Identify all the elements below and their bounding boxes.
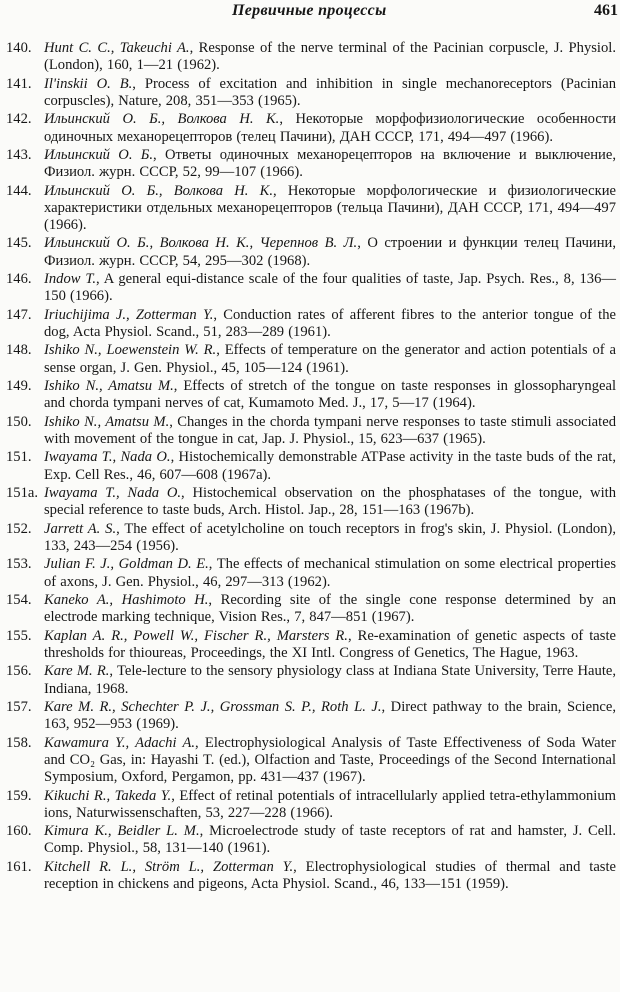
reference-authors: Ishiko N., Amatsu M.: [44, 413, 170, 430]
reference-authors: Iriuchijima J., Zotterman Y.: [44, 306, 214, 323]
reference-authors: Kaneko A., Hashimoto H.: [44, 592, 209, 609]
reference-text: , Ответы одиночных механорецепторов на включение и выключение, Физиол. журн. СССР, 52, 99—107 (1966).: [44, 146, 616, 181]
reference-authors: Ильинский О. Б., Волкова Н. К.: [44, 111, 280, 128]
reference-number: 148.: [6, 342, 32, 359]
reference-number: 155.: [6, 627, 32, 644]
reference-number: 145.: [6, 235, 32, 252]
reference-authors: Ishiko N., Amatsu M.: [44, 378, 174, 395]
reference-entry: [6, 414, 616, 448]
reference-list: [6, 40, 616, 895]
reference-number: 142.: [6, 111, 32, 128]
reference-number: 147.: [6, 306, 32, 323]
page-number: 461: [594, 2, 618, 19]
reference-authors: Il'inskii O. B.: [44, 75, 133, 92]
reference-number: 151.: [6, 449, 32, 466]
reference-number: 158.: [6, 734, 32, 751]
reference-entry: [6, 40, 616, 74]
reference-text: , Re-examination of genetic aspects of taste thresholds for thioureas, Proceedings, the XI Intl. Congress of Genetics, The Hague, 1963.: [44, 627, 616, 661]
reference-entry: [6, 628, 616, 662]
reference-number: 146.: [6, 271, 32, 288]
reference-entry: [6, 378, 616, 412]
reference-entry: [6, 271, 616, 305]
reference-text: , Microelectrode study of taste receptors of rat and hamster, J. Cell. Comp. Physiol., 58, 131—140 (1961).: [44, 823, 616, 857]
reference-text: , Conduction rates of afferent fibres to the anterior tongue of the dog, Acta Physiol. Scand., 51, 283—289 (1961).: [44, 306, 617, 340]
reference-text: , A general equi-distance scale of the four qualities of taste, Jap. Psych. Res., 8, 136—150 (1966).: [44, 271, 616, 305]
reference-number: 141.: [6, 75, 32, 92]
reference-entry: [6, 735, 616, 787]
reference-entry: [6, 342, 616, 376]
reference-text: , Direct pathway to the brain, Science, 163, 952—953 (1969).: [44, 699, 616, 733]
reference-entry: [6, 788, 616, 822]
reference-text: , The effect of acetylcholine on touch receptors in frog's skin, J. Physiol. (London), 133, 243—254 (1956).: [44, 520, 616, 554]
reference-entry: [6, 147, 616, 181]
reference-entry: [6, 556, 616, 590]
reference-number: 152.: [6, 520, 32, 537]
reference-authors: Julian F. J., Goldman D. E.: [44, 556, 209, 573]
reference-authors: Kitchell R. L., Ström L., Zotterman Y.: [44, 858, 294, 875]
reference-text: , Effects of temperature on the generator and action potentials of a sense organ, J. Gen. Physiol., 45, 105—124 (1961).: [44, 342, 616, 376]
reference-number: 157.: [6, 699, 32, 716]
reference-entry: [6, 485, 616, 519]
reference-text: , Некоторые морфофизиологические особенности одиночных механорецепторов (телец Пачини), ДАН СССР, 171, 494—497 (1966).: [44, 111, 617, 145]
reference-number: 161.: [6, 858, 32, 875]
reference-number: 153.: [6, 556, 32, 573]
reference-text: , Response of the nerve terminal of the Pacinian corpuscle, J. Physiol. (London), 160, 1—21 (1962).: [44, 40, 616, 74]
reference-text: , The effects of mechanical stimulation on some electrical properties of axons, J. Gen. Physiol., 46, 297—313 (1962).: [44, 556, 616, 590]
reference-entry: [6, 307, 616, 341]
reference-text: , Changes in the chorda tympani nerve responses to taste stimuli associated with movement of the tongue in cat, Jap. J. Physiol., 15, 623—637 (1965).: [44, 413, 616, 447]
reference-authors: Kimura K., Beidler L. M.: [44, 823, 200, 840]
reference-text: , Effects of stretch of the tongue on taste responses in glossopharyngeal and chorda tympani nerves of cat, Kumamoto Med. J., 17, 5—17 (1964).: [44, 378, 616, 412]
reference-number: 150.: [6, 413, 32, 430]
reference-text: , Histochemically demonstrable ATPase activity in the taste buds of the rat, Exp. Cell Res., 46, 607—608 (1967a).: [44, 449, 616, 483]
reference-entry: [6, 592, 616, 626]
reference-authors: Ильинский О. Б., Волкова Н. К., Черепнов В. Л.: [44, 235, 358, 252]
reference-number: 151a.: [6, 485, 39, 502]
reference-number: 140.: [6, 40, 32, 56]
reference-text: , Некоторые морфологические и физиологические характеристики отдельных механорецепторов (тельца Пачини), ДАН СССР, 171, 494—497 (1966).: [44, 182, 616, 234]
reference-authors: Kare M. R.: [44, 663, 110, 680]
reference-entry: [6, 449, 616, 483]
reference-text: , Effect of retinal potentials of intracellularly applied tetra-ethylammonium ions, Naturwissenschaften, 53, 227—228 (1966).: [44, 787, 616, 821]
reference-entry: [6, 521, 616, 555]
reference-authors: Ильинский О. Б., Волкова Н. К.: [44, 182, 273, 199]
reference-number: 156.: [6, 663, 32, 680]
reference-text: , Histochemical observation on the phosphatases of the tongue, with special reference to taste buds, Arch. Histol. Jap., 28, 151—163 (1967b).: [44, 485, 616, 519]
reference-text: , Recording site of the single cone response determined by an electrode marking technique, Vision Res., 7, 847—851 (1967).: [44, 592, 616, 626]
reference-entry: [6, 699, 616, 733]
reference-authors: Iwayama T., Nada O.: [44, 449, 171, 466]
reference-text: , Process of excitation and inhibition in single mechanoreceptors (Pacinian corpuscles), Nature, 208, 351—353 (1965).: [44, 75, 617, 109]
page-header: [0, 2, 620, 26]
reference-authors: Indow T.: [44, 271, 97, 288]
reference-authors: Kare M. R., Schechter P. J., Grossman S. P., Roth L. J.: [44, 699, 382, 716]
reference-authors: Iwayama T., Nada O.: [44, 485, 182, 502]
reference-entry: [6, 663, 616, 697]
reference-text: , Electrophysiological studies of thermal and taste reception in chickens and pigeons, Acta Physiol. Scand., 46, 133—151 (1959).: [44, 858, 617, 893]
reference-authors: Ishiko N., Loewenstein W. R.: [44, 342, 217, 359]
reference-number: 143.: [6, 146, 32, 163]
reference-entry: [6, 183, 616, 235]
reference-number: 149.: [6, 378, 32, 395]
reference-entry: [6, 111, 616, 145]
reference-number: 144.: [6, 182, 32, 199]
reference-entry: [6, 76, 616, 110]
reference-number: 160.: [6, 823, 32, 840]
reference-authors: Ильинский О. Б.: [44, 146, 154, 163]
reference-entry: [6, 823, 616, 857]
reference-authors: Kawamura Y., Adachi A.: [44, 734, 196, 751]
running-title: Первичные процессы: [232, 2, 387, 19]
reference-text: , Tele-lecture to the sensory physiology class at Indiana State University, Terre Haute, Indiana, 1968.: [44, 663, 617, 697]
reference-entry: [6, 235, 616, 269]
reference-authors: Kikuchi R., Takeda Y.: [44, 787, 172, 804]
reference-text: , О строении и функции телец Пачини, Физиол. журн. СССР, 54, 295—302 (1968).: [44, 235, 616, 269]
reference-text: , Electrophysiological Analysis of Taste Effectiveness of Soda Water and CO₂ Gas, in: Hayashi T. (ed.), Olfaction and Taste, Proceedings of the Second International Symposium, Oxford, Pergamon, pp. 431—437 (1967).: [44, 734, 616, 786]
reference-authors: Jarrett A. S.: [44, 520, 117, 537]
reference-number: 154.: [6, 592, 32, 609]
reference-authors: Kaplan A. R., Powell W., Fischer R., Marsters R.: [44, 627, 348, 644]
reference-authors: Hunt C. C., Takeuchi A.: [44, 40, 190, 56]
reference-entry: [6, 859, 616, 893]
reference-number: 159.: [6, 787, 32, 804]
